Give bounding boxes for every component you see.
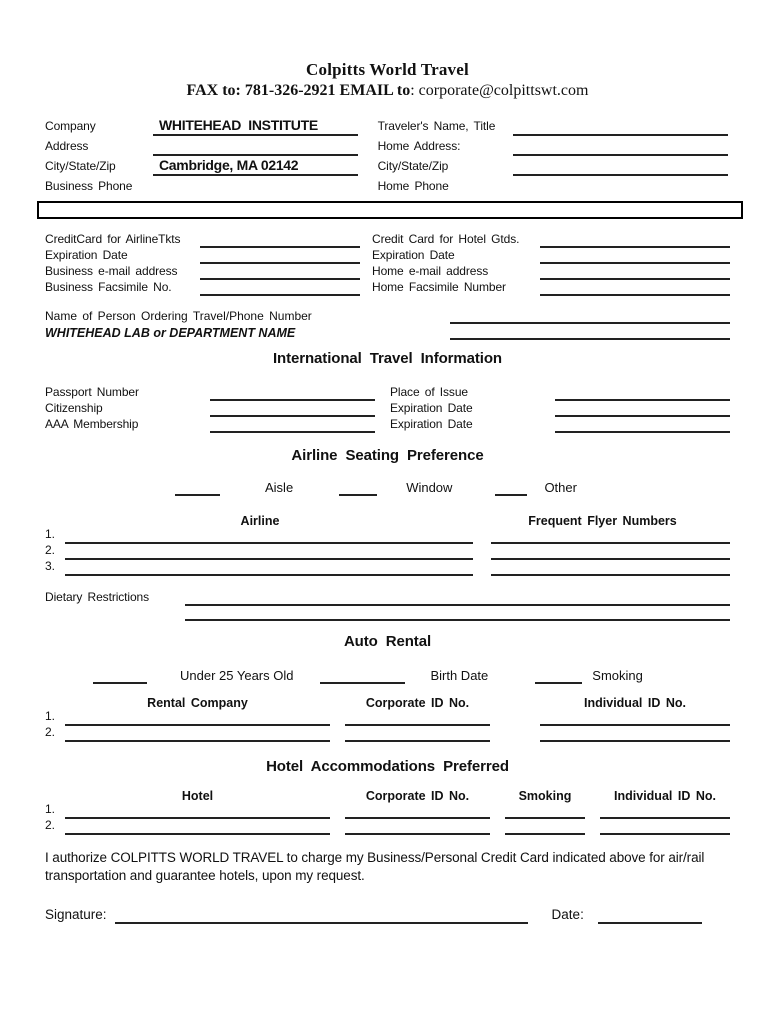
ordering-person-field-2[interactable]	[450, 324, 730, 340]
airline-row-1	[45, 528, 730, 544]
hotel-individual-id-2-field[interactable]	[600, 821, 730, 835]
hotel-column-label: Hotel	[181, 789, 214, 803]
auto-rental-options-row	[45, 668, 730, 684]
seating-options-row	[45, 480, 730, 496]
business-phone-label: Business Phone	[45, 179, 133, 193]
airline-row-number: 3.	[45, 559, 56, 573]
company-label: Company	[45, 119, 96, 133]
notes-box[interactable]	[37, 201, 743, 219]
aaa-expiration-label: Expiration Date	[390, 417, 473, 431]
passport-expiration-field[interactable]	[555, 403, 730, 417]
business-phone-field[interactable]	[153, 177, 358, 196]
frequent-flyer-3-field[interactable]	[491, 562, 730, 576]
airline-column-label: Airline	[240, 514, 280, 528]
hotel-individual-id-column-label: Individual ID No.	[614, 789, 716, 803]
business-fax-label: Business Facsimile No.	[45, 280, 172, 294]
international-section	[45, 385, 730, 433]
fax-number: FAX to: 781-326-2921 EMAIL to	[186, 82, 411, 99]
hotel-row-1	[45, 803, 730, 819]
address-field[interactable]	[153, 137, 358, 156]
fax-email-line	[45, 82, 730, 100]
business-contact-column	[45, 116, 373, 196]
cc-airline-exp-label: Expiration Date	[45, 248, 128, 262]
birth-date-label: Birth Date	[430, 668, 489, 683]
hotel-smoking-2-field[interactable]	[505, 821, 585, 835]
cc-airline-exp-field[interactable]	[200, 250, 360, 264]
auto-rental-heading: Auto Rental	[343, 633, 432, 650]
signature-row	[45, 906, 730, 924]
home-address-field[interactable]	[513, 137, 728, 156]
home-city-state-zip-field[interactable]	[513, 157, 728, 176]
auto-rental-columns-header	[45, 696, 730, 710]
auto-individual-id-2-field[interactable]	[540, 728, 730, 742]
passport-expiration-label: Expiration Date	[390, 401, 473, 415]
auto-corporate-id-column-label: Corporate ID No.	[365, 696, 470, 710]
home-email-label: Home e-mail address	[372, 264, 489, 278]
date-label: Date:	[551, 907, 584, 923]
hotel-columns-header	[45, 789, 730, 803]
dietary-restrictions-field-2[interactable]	[185, 619, 730, 621]
rental-company-1-field[interactable]	[65, 712, 330, 726]
hotel-corporate-id-1-field[interactable]	[345, 805, 490, 819]
international-heading: International Travel Information	[272, 350, 502, 367]
authorization-text: I authorize COLPITTS WORLD TRAVEL to charge my Business/Personal Credit Card indicated above for air/rail transportation and guarantee hotels, upon my request.	[45, 850, 705, 883]
credit-card-section	[45, 232, 730, 296]
citizenship-field[interactable]	[210, 403, 375, 417]
business-email-label: Business e-mail address	[45, 264, 178, 278]
cc-hotel-exp-label: Expiration Date	[372, 248, 455, 262]
hotel-individual-id-1-field[interactable]	[600, 805, 730, 819]
hotel-smoking-1-field[interactable]	[505, 805, 585, 819]
aaa-expiration-field[interactable]	[555, 419, 730, 433]
auto-smoking-checkbox-line[interactable]	[535, 672, 582, 684]
email-address: : corporate@colpittswt.com	[410, 82, 589, 99]
ordering-person-label: Name of Person Ordering Travel/Phone Number	[45, 309, 312, 323]
auto-corporate-id-1-field[interactable]	[345, 712, 490, 726]
signature-field[interactable]	[115, 909, 528, 924]
home-address-label: Home Address:	[377, 139, 461, 153]
hotel-heading: Hotel Accommodations Preferred	[266, 758, 509, 775]
passport-number-field[interactable]	[210, 387, 375, 401]
auto-rental-row-2	[45, 726, 730, 742]
airline-row-number: 2.	[45, 543, 56, 557]
home-phone-field[interactable]	[513, 177, 728, 196]
company-value: WHITEHEAD INSTITUTE	[159, 117, 318, 133]
ordering-person-section	[45, 308, 730, 340]
other-label: Other	[544, 480, 577, 495]
birth-date-line[interactable]	[320, 672, 405, 684]
city-state-zip-field[interactable]	[153, 157, 358, 176]
airline-3-field[interactable]	[65, 562, 473, 576]
hotel-row-number: 1.	[45, 802, 56, 816]
hotel-row-2	[45, 819, 730, 835]
aaa-membership-field[interactable]	[210, 419, 375, 433]
dietary-restrictions-label: Dietary Restrictions	[45, 590, 150, 604]
auto-corporate-id-2-field[interactable]	[345, 728, 490, 742]
hotel-1-field[interactable]	[65, 805, 330, 819]
aisle-checkbox-line[interactable]	[175, 484, 220, 496]
ordering-person-field-1[interactable]	[450, 308, 730, 324]
date-field[interactable]	[598, 909, 702, 924]
business-fax-field[interactable]	[200, 282, 360, 296]
cc-hotel-label: Credit Card for Hotel Gtds.	[372, 232, 520, 246]
other-checkbox-line[interactable]	[495, 484, 527, 496]
airline-2-field[interactable]	[65, 546, 473, 560]
address-label: Address	[45, 139, 89, 153]
home-contact-column	[378, 116, 730, 196]
home-email-field[interactable]	[540, 266, 730, 280]
dietary-restrictions-field[interactable]	[185, 592, 730, 606]
under-25-checkbox-line[interactable]	[93, 672, 147, 684]
auto-row-number: 1.	[45, 709, 56, 723]
home-fax-label: Home Facsimile Number	[372, 280, 506, 294]
auto-smoking-label: Smoking	[592, 668, 643, 683]
business-email-field[interactable]	[200, 266, 360, 280]
cc-hotel-exp-field[interactable]	[540, 250, 730, 264]
hotel-2-field[interactable]	[65, 821, 330, 835]
company-field[interactable]	[153, 117, 358, 136]
department-name-label: WHITEHEAD LAB or DEPARTMENT NAME	[45, 326, 296, 340]
window-checkbox-line[interactable]	[339, 484, 377, 496]
hotel-row-number: 2.	[45, 818, 56, 832]
airline-1-field[interactable]	[65, 530, 473, 544]
auto-individual-id-column-label: Individual ID No.	[584, 696, 686, 710]
contact-section	[45, 116, 730, 196]
rental-company-column-label: Rental Company	[147, 696, 248, 710]
seating-heading: Airline Seating Preference	[291, 447, 484, 464]
rental-company-2-field[interactable]	[65, 728, 330, 742]
city-state-zip-label: City/State/Zip	[45, 159, 116, 173]
signature-label: Signature:	[45, 907, 107, 923]
hotel-corporate-id-2-field[interactable]	[345, 821, 490, 835]
auto-rental-row-1	[45, 710, 730, 726]
aaa-membership-label: AAA Membership	[45, 417, 139, 431]
citizenship-label: Citizenship	[45, 401, 103, 415]
under-25-label: Under 25 Years Old	[180, 668, 294, 683]
home-phone-label: Home Phone	[377, 179, 449, 193]
frequent-flyer-2-field[interactable]	[491, 546, 730, 560]
airline-columns-header	[45, 514, 730, 528]
auto-row-number: 2.	[45, 725, 56, 739]
hotel-corporate-id-column-label: Corporate ID No.	[365, 789, 470, 803]
home-city-state-zip-label: City/State/Zip	[377, 159, 449, 173]
cc-hotel-field[interactable]	[540, 234, 730, 248]
window-label: Window	[406, 480, 453, 495]
place-of-issue-field[interactable]	[555, 387, 730, 401]
frequent-flyer-1-field[interactable]	[491, 530, 730, 544]
auto-individual-id-1-field[interactable]	[540, 712, 730, 726]
place-of-issue-label: Place of Issue	[390, 385, 468, 399]
cc-airline-label: CreditCard for AirlineTkts	[45, 232, 181, 246]
airline-row-number: 1.	[45, 527, 56, 541]
aisle-label: Aisle	[265, 480, 294, 495]
dietary-row	[45, 590, 730, 606]
airline-row-3	[45, 560, 730, 576]
passport-number-label: Passport Number	[45, 385, 139, 399]
page-title: Colpitts World Travel	[306, 60, 469, 79]
traveler-name-label: Traveler's Name, Title	[377, 119, 496, 133]
city-state-zip-value: Cambridge, MA 02142	[159, 157, 299, 173]
frequent-flyer-column-label: Frequent Flyer Numbers	[528, 514, 677, 528]
airline-row-2	[45, 544, 730, 560]
hotel-smoking-column-label: Smoking	[518, 789, 572, 803]
traveler-name-field[interactable]	[513, 117, 728, 136]
cc-airline-field[interactable]	[200, 234, 360, 248]
home-fax-field[interactable]	[540, 282, 730, 296]
